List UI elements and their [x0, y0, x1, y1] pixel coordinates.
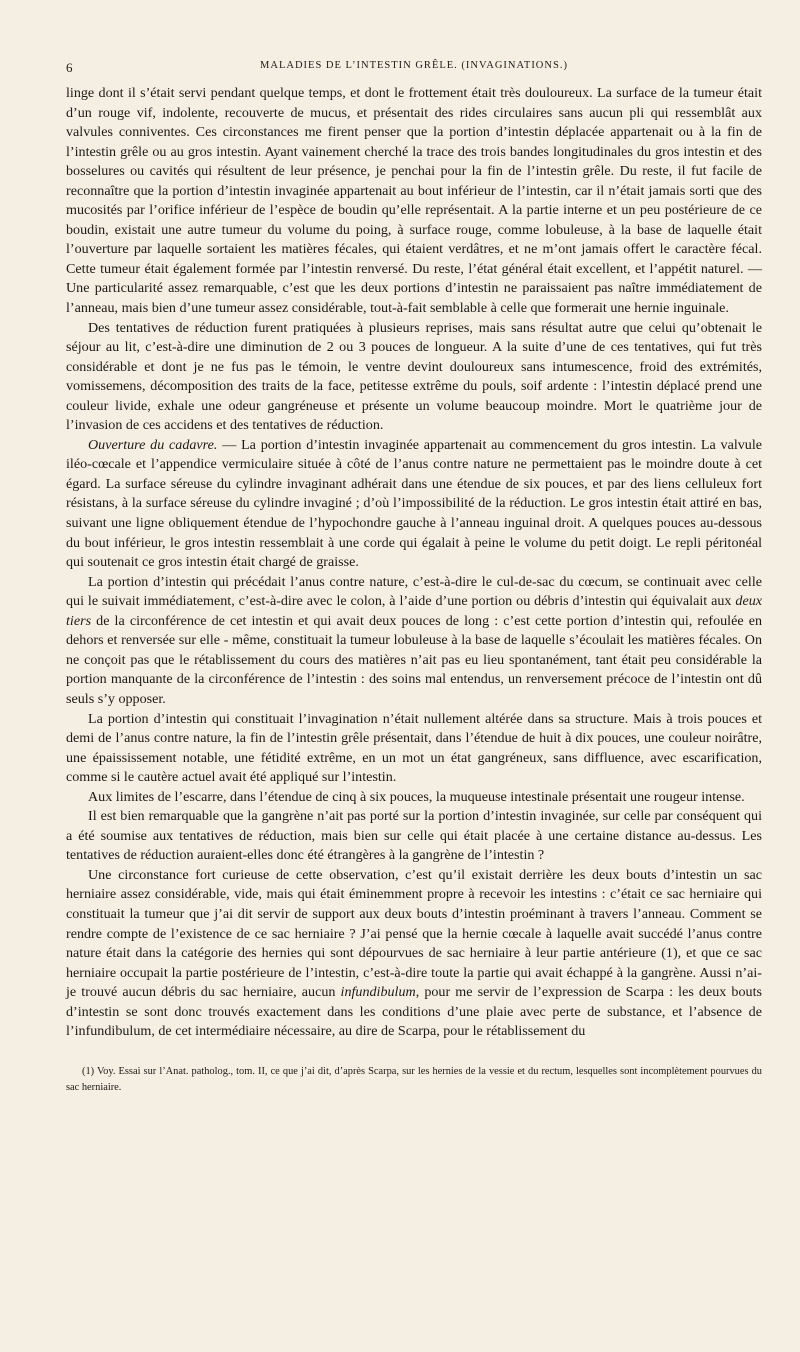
paragraph	[66, 573, 762, 710]
paragraph-text: La portion d’intestin qui constituait l’invagination n’était nullement altérée dans sa structure. Mais à trois pouces et demi de l’anus contre nature, la fin de l’intestin grêle présentait, dans l’étendue de huit à dix pouces, une couleur noirâtre, une épaississement notable, une fétidité extrême, en un mot un état gangréneux, sans diffluence, avec escarification, comme si le cautère actuel avait été appliqué sur l’intestin.	[66, 710, 762, 786]
footnotes	[66, 1064, 762, 1096]
paragraph	[66, 866, 762, 1042]
paragraph-text: , pour me servir de l’expression de Scarpa : les deux bouts d’intestin se sont donc trouvés exactement dans les conditions d’une plaie avec perte de substance, et l’absence de l’infundibulum, de cet intermédiaire nécessaire, au dire de Scarpa, pour le rétablissement du	[66, 984, 762, 1040]
footnote: (1) Voy. Essai sur l’Anat. patholog., tom. II, ce que j’ai dit, d’après Scarpa, sur les hernies de la vessie et du rectum, lesquelles sont incomplètement pourvues du sac herniaire.	[66, 1065, 762, 1093]
paragraph	[66, 807, 762, 866]
running-head	[66, 60, 762, 78]
paragraph-text: Aux limites de l’escarre, dans l’étendue de cinq à six pouces, la muqueuse intestinale présentait une rougeur intense.	[88, 788, 745, 805]
emphasis: infundibulum	[340, 984, 416, 1001]
paragraph-text: — La portion d’intestin invaginée appartenait au commencement du gros intestin. La valvule iléo-cœcale et l’appendice vermiculaire située à côté de l’anus contre nature ne permettaient pas le moindre doute à cet égard. La surface séreuse du cylindre invaginant adhérait dans une étendue de six pouces, et par des liens celluleux fort résistans, à la surface séreuse du cylindre invaginé ; d’où l’impossibilité de la réduction. Le gros intestin était attiré en bas, suivant une ligne obliquement étendue de l’hypochondre gauche à l’anneau inguinal droit. A quelques pouces au-dessous du bout inférieur, le gros intestin ressemblait à une corde qui égalait à peine le volume du petit doigt. Le repli péritonéal qui soutenait ce gros intestin était chargé de graisse.	[66, 436, 763, 571]
page-number: 6	[66, 60, 73, 75]
section-lead: Ouverture du cadavre.	[88, 436, 218, 453]
body-text	[66, 84, 762, 1042]
paragraph	[66, 436, 762, 573]
paragraph	[66, 710, 762, 788]
paragraph-text: Il est bien remarquable que la gangrène n’ait pas porté sur la portion d’intestin invaginée, sur celle par conséquent qui a été soumise aux tentatives de réduction, mais bien sur celle qui était placée à une certaine distance au-dessus. Les tentatives de réduction auraient-elles donc été étrangères à la gangrène de l’intestin ?	[66, 808, 762, 864]
paragraph	[66, 319, 762, 436]
paragraph-text: de la circonférence de cet intestin et qui avait deux pouces de long : c’est cette portion d’intestin qui, refoulée en dehors et renversée sur elle - même, constituait la tumeur lobuleuse à la base de laquelle s’écoulait les matières fécales. On ne conçoit pas que le rétablissement du cours des matières n’ait pas eu lieu spontanément, tant était peu considérable la portion manquante de la circonférence de l’intestin : des soins mal entendus, un renversement précoce de l’intestin ont dû seuls s’y opposer.	[66, 612, 762, 707]
paragraph-text: linge dont il s’était servi pendant quelque temps, et dont le frottement était très douloureux. La surface de la tumeur était d’un rouge vif, indolente, recouverte de mucus, et présentait des rides circulaires sans aucun pli qui ressemblât aux valvules conniventes. Ces circonstances me firent penser que la portion d’intestin déplacée appartenait ou à la fin de l’intestin grêle ou au gros intestin. Ayant vainement cherché la trace des trois bandes longitudinales du gros intestin et des bosselures ou cavités qui résultent de leur présence, je penchai pour la fin de l’intestin grêle. Du reste, il fut facile de reconnaître que la portion d’intestin invaginée appartenait au bout inférieur de l’intestin, car il n’était jamais sorti que des mucosités par l’orifice inférieur de l’espèce de boudin qu’elle représentait. A la partie interne et un peu postérieure de ce boudin, existait une autre tumeur du volume du poing, à surface rouge, comme lobuleuse, à la base de laquelle était l’ouverture par laquelle sortaient les matières fécales, qui étaient verdâtres, et ne m’ont jamais offert le caractère fécal. Cette tumeur était également formée par l’intestin renversé. Du reste, l’état général était excellent, et l’appétit naturel. — Une particularité assez remarquable, c’est que les deux portions d’intestin ne paraissaient pas naître immédiatement de l’anneau, mais bien d’une tumeur assez considérable, tout-à-fait semblable à celle que formerait une hernie inguinale.	[66, 85, 762, 317]
paragraph-text: La portion d’intestin qui précédait l’anus contre nature, c’est-à-dire le cul-de-sac du cœcum, se continuait avec celle qui le suivait immédiatement, c’est-à-dire avec le colon, à l’aide d’une portion ou débris d’intestin qui équivalait aux	[66, 573, 762, 610]
paragraph	[66, 84, 762, 319]
paragraph	[66, 788, 762, 808]
emphasis: deux tiers	[66, 593, 762, 629]
paragraph-text: Une circonstance fort curieuse de cette observation, c’est qu’il existait derrière les deux bouts d’intestin un sac herniaire assez considérable, vide, mais qui était éminemment propre à recevoir les intestins : c’était ce sac herniaire qui constituait la tumeur que j’ai dit servir de support aux deux bouts d’intestin proéminant à travers l’anneau. Comment se rendre compte de l’existence de ce sac herniaire ? J’ai pensé que la hernie cœcale à laquelle avait succédé l’anus contre nature était dans la catégorie des hernies qui sont dépourvues de sac herniaire à leur partie antérieure (1), et que ce sac herniaire occupait la partie postérieure de l’intestin, c’est-à-dire toute la partie qui avait échappé à la gangrène. Aussi n’ai-je trouvé aucun débris du sac herniaire, aucun	[66, 866, 762, 1001]
running-title: MALADIES DE L’INTESTIN GRÊLE. (INVAGINATIONS.)	[260, 60, 568, 71]
paragraph-text: Des tentatives de réduction furent pratiquées à plusieurs reprises, mais sans résultat autre que celui qu’obtenait le séjour au lit, c’est-à-dire une diminution de 2 ou 3 pouces de longueur. A la suite d’une de ces tentatives, qui fut très considérable et dont je ne fus pas le témoin, le ventre devint douloureux sans intumescence, froid des extrémités, vomissemens, décomposition des traits de la face, petitesse extrême du pouls, soif ardente : l’intestin déplacé prend une couleur livide, exhale une odeur gangréneuse et présente un volume beaucoup moindre. Mort le quatrième jour de l’invasion de ces accidens et des tentatives de réduction.	[66, 319, 762, 434]
